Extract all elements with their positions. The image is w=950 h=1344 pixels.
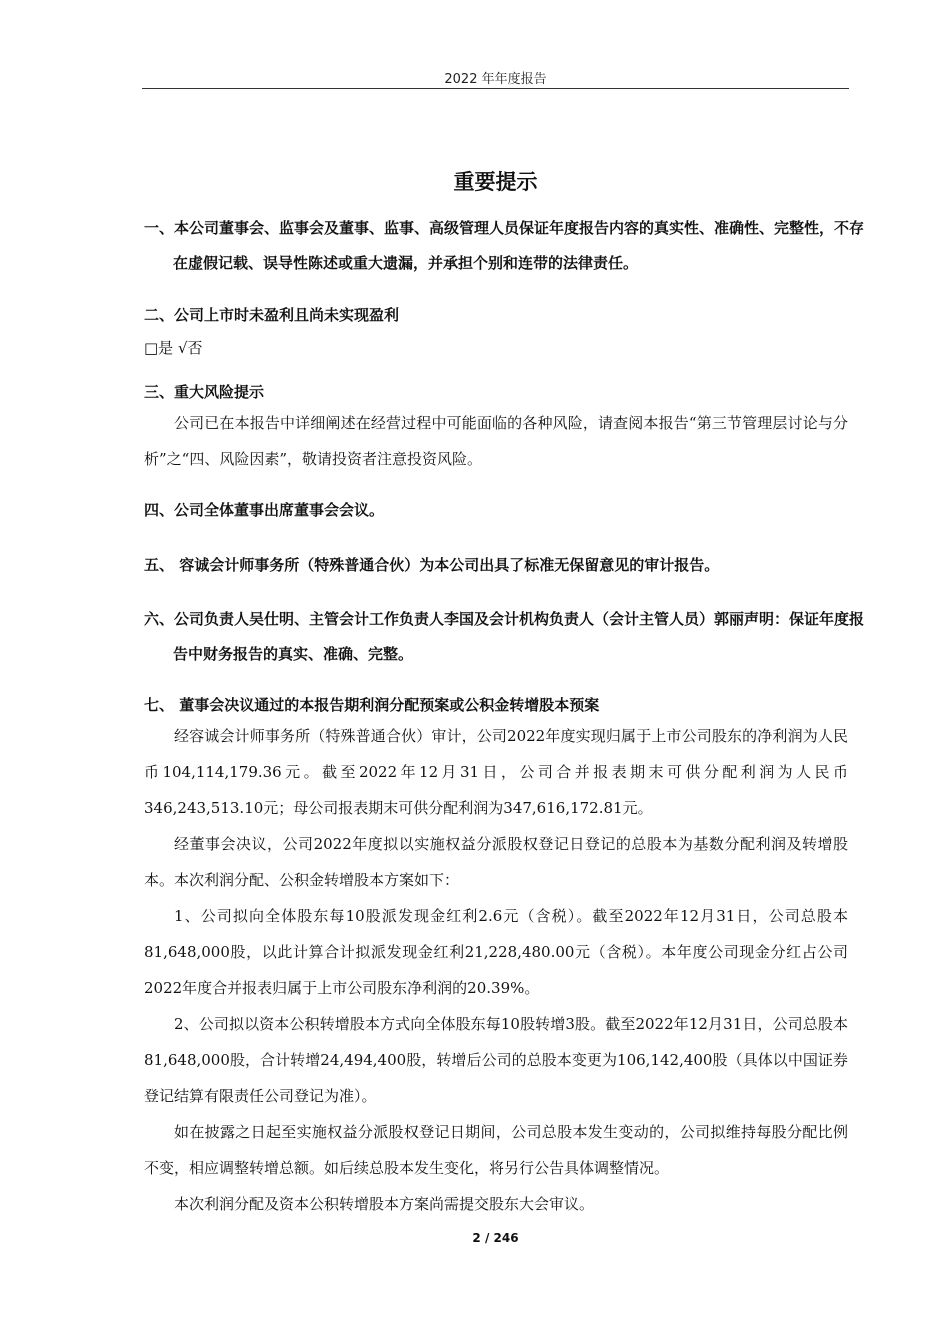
section-1: 一、本公司董事会、监事会及董事、监事、高级管理人员保证年度报告内容的真实性、准确性、完整性，不存在虚假记载、误导性陈述或重大遗漏，并承担个别和连带的法律责任。 bbox=[144, 219, 865, 272]
section-7-paragraph: 2、公司拟以资本公积转增股本方式向全体股东每10股转增3股。截至2022年12月31日，公司总股本81,648,000股，合计转增24,494,400股，转增后公司的总股本变更为106,142,400股（具体以中国证券登记结算有限责任公司登记为准）。 bbox=[144, 1015, 848, 1105]
section-7-paragraph: 如在披露之日起至实施权益分派股权登记日期间，公司总股本发生变动的，公司拟维持每股分配比例不变，相应调整转增总额。如后续总股本发生变化，将另行公告具体调整情况。 bbox=[144, 1123, 848, 1177]
section-7-paragraph: 1、公司拟向全体股东每10股派发现金红利2.6元（含税）。截至2022年12月31日，公司总股本81,648,000股，以此计算合计拟派发现金红利21,228,480.00元（含税）。本年度公司现金分红占公司2022年度合并报表归属于上市公司股东净利润的20.39%。 bbox=[144, 907, 848, 997]
section-5: 五、 容诚会计师事务所（特殊普通合伙）为本公司出具了标准无保留意见的审计报告。 bbox=[144, 556, 720, 574]
page-title: 重要提示 bbox=[453, 170, 538, 194]
section-3-body bbox=[144, 405, 848, 477]
section-4: 四、公司全体董事出席董事会会议。 bbox=[144, 501, 385, 519]
page-header: 2022 年年度报告 bbox=[444, 72, 547, 87]
section-7-heading: 七、 董事会决议通过的本报告期利润分配预案或公积金转增股本预案 bbox=[144, 696, 600, 714]
section-3-heading: 三、重大风险提示 bbox=[144, 383, 265, 401]
page-number: 2 / 246 bbox=[472, 1231, 519, 1245]
section-3-paragraph: 公司已在本报告中详细阐述在经营过程中可能面临的各种风险，请查阅本报告“第三节管理层讨论与分析”之“四、风险因素”，敬请投资者注意投资风险。 bbox=[144, 414, 848, 468]
section-2-heading: 二、公司上市时未盈利且尚未实现盈利 bbox=[144, 306, 400, 324]
section-7-paragraph: 本次利润分配及资本公积转增股本方案尚需提交股东大会审议。 bbox=[174, 1195, 595, 1213]
section-6: 六、公司负责人吴仕明、主管会计工作负责人李国及会计机构负责人（会计主管人员）郭丽声明：保证年度报告中财务报告的真实、准确、完整。 bbox=[144, 610, 865, 663]
section-7-paragraph: 经容诚会计师事务所（特殊普通合伙）审计，公司2022年度实现归属于上市公司股东的净利润为人民币104,114,179.36元。截至2022年12月31日，公司合并报表期末可供分配利润为人民币346,243,513.10元；母公司报表期末可供分配利润为347,616,172.81元。 bbox=[144, 727, 848, 817]
section-2-choice: □是 √否 bbox=[144, 339, 203, 357]
section-7-body bbox=[144, 718, 848, 1222]
header-divider bbox=[142, 88, 849, 89]
section-7-paragraph: 经董事会决议，公司2022年度拟以实施权益分派股权登记日登记的总股本为基数分配利润及转增股本。本次利润分配、公积金转增股本方案如下： bbox=[144, 835, 848, 889]
